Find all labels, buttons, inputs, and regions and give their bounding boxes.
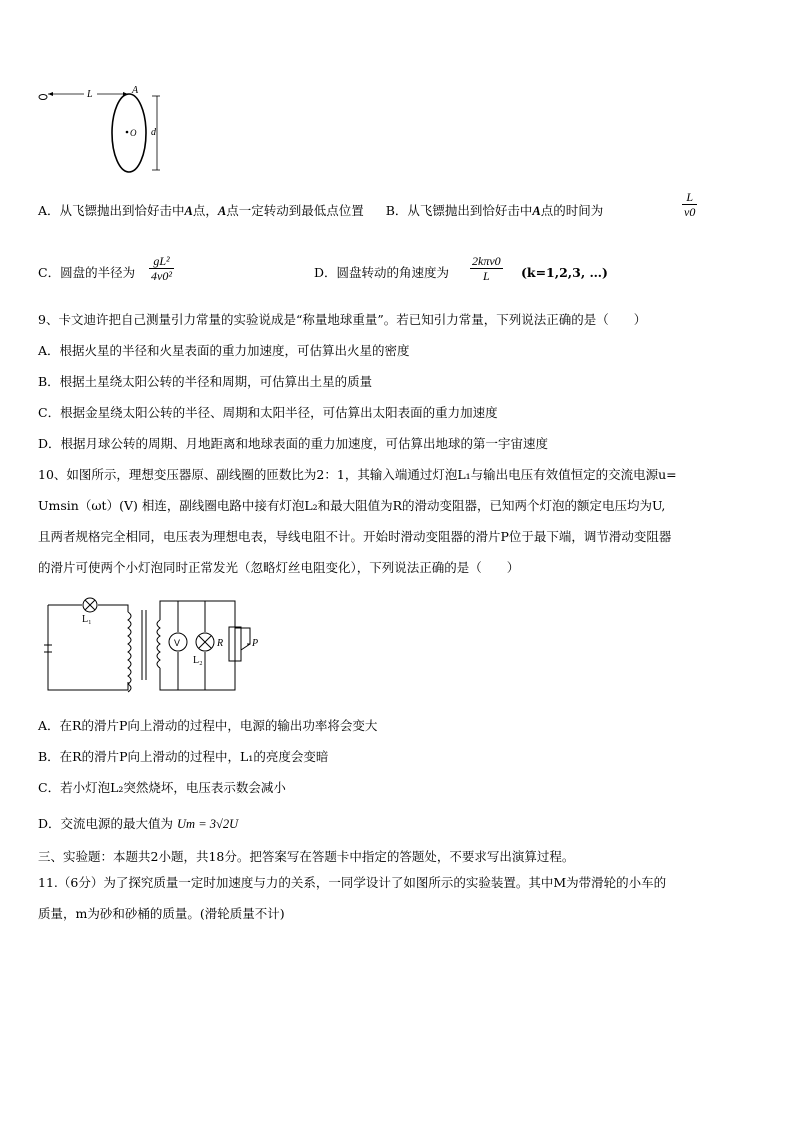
q10-option-b: B．在R的滑片P向上滑动的过程中，L₁的亮度会变暗 — [38, 749, 329, 764]
label-p: P — [252, 638, 259, 649]
q8-a-var2: A — [217, 204, 227, 218]
label-v: V — [174, 638, 181, 648]
label-l1: L₁ — [82, 614, 92, 625]
q8-b-var: A — [532, 204, 541, 218]
q10-d-prefix: D．交流电源的最大值为 — [38, 816, 174, 831]
q8-d-num: 2kπv0 — [472, 254, 501, 268]
q9-option-a: A．根据火星的半径和火星表面的重力加速度，可估算出火星的密度 — [38, 343, 410, 358]
label-L: L — [87, 89, 93, 100]
q11-line-1: 11.（6分）为了探究质量一定时加速度与力的关系，一同学设计了如图所示的实验装置。其中M为带滑轮的小车的 — [38, 875, 667, 890]
q9-option-c: C．根据金星绕太阳公转的半径、周期和太阳半径，可估算出太阳表面的重力加速度 — [38, 405, 498, 420]
q8-c-num: gL² — [149, 254, 174, 269]
label-r: R — [217, 638, 224, 649]
q8-d-suffix-text: (k=1,2,3, …) — [521, 265, 608, 280]
q8-a-suffix: 点一定转动到最低点位置 — [226, 203, 364, 218]
q11-line-2: 质量，m为砂和砂桶的质量。(滑轮质量不计) — [38, 906, 285, 921]
q9-stem: 9、卡文迪许把自己测量引力常量的实验说成是“称量地球重量”。若已知引力常量，下列说法正确的是（ ） — [38, 312, 647, 327]
label-d: d — [151, 127, 156, 138]
q8-a-mid: 点， — [192, 203, 218, 218]
q8-a-prefix: A．从飞镖抛出到恰好击中 — [38, 203, 185, 218]
q8-c-prefix: C．圆盘的半径为 — [38, 265, 136, 280]
q8-c-den: 4v0² — [151, 269, 172, 283]
q10-line-3: 且两者规格完全相同，电压表为理想电表，导线电阻不计。开始时滑动变阻器的滑片P位于最下端，调节滑动变阻器 — [38, 529, 672, 544]
q8-b-den: v0 — [684, 205, 696, 219]
q10-option-d — [38, 815, 238, 833]
q8-d-den: L — [482, 269, 490, 283]
q8-b-suffix: 点的时间为 — [540, 203, 604, 218]
label-O: O — [130, 128, 137, 138]
q10-option-c: C．若小灯泡L₂突然烧坏，电压表示数会减小 — [38, 780, 286, 795]
q8-b-num: L — [682, 190, 697, 205]
q9-option-d: D．根据月球公转的周期、月地距离和地球表面的重力加速度，可估算出地球的第一宇宙速度 — [38, 436, 549, 451]
q10-line-4: 的滑片可使两个小灯泡同时正常发光（忽略灯丝电阻变化），下列说法正确的是（ ） — [38, 560, 520, 575]
q8-a-var: A — [184, 204, 193, 218]
q10-line-1: 10、如图所示，理想变压器原、副线圈的匝数比为2：1，其输入端通过灯泡L₁与输出电压有效值恒定的交流电源u= — [38, 467, 677, 482]
label-l2: L₂ — [193, 655, 203, 666]
q9-option-b: B．根据土星绕太阳公转的半径和周期，可估算出土星的质量 — [38, 374, 373, 389]
q10-d-math: Um = 3√2U — [177, 817, 239, 831]
q8-d-prefix: D．圆盘转动的角速度为 — [314, 265, 450, 280]
q8-b-prefix: B．从飞镖抛出到恰好击中 — [385, 203, 533, 218]
q10-option-a: A．在R的滑片P向上滑动的过程中，电源的输出功率将会变大 — [38, 718, 378, 733]
section3-heading: 三、实验题：本题共2小题，共18分。把答案写在答题卡中指定的答题处，不要求写出演算过程。 — [38, 849, 575, 864]
q10-line-2: Umsin（ωt）(V) 相连，副线圈电路中接有灯泡L₂和最大阻值为R的滑动变阻器，已知两个灯泡的额定电压均为U, — [38, 498, 666, 513]
label-A: A — [132, 85, 139, 96]
